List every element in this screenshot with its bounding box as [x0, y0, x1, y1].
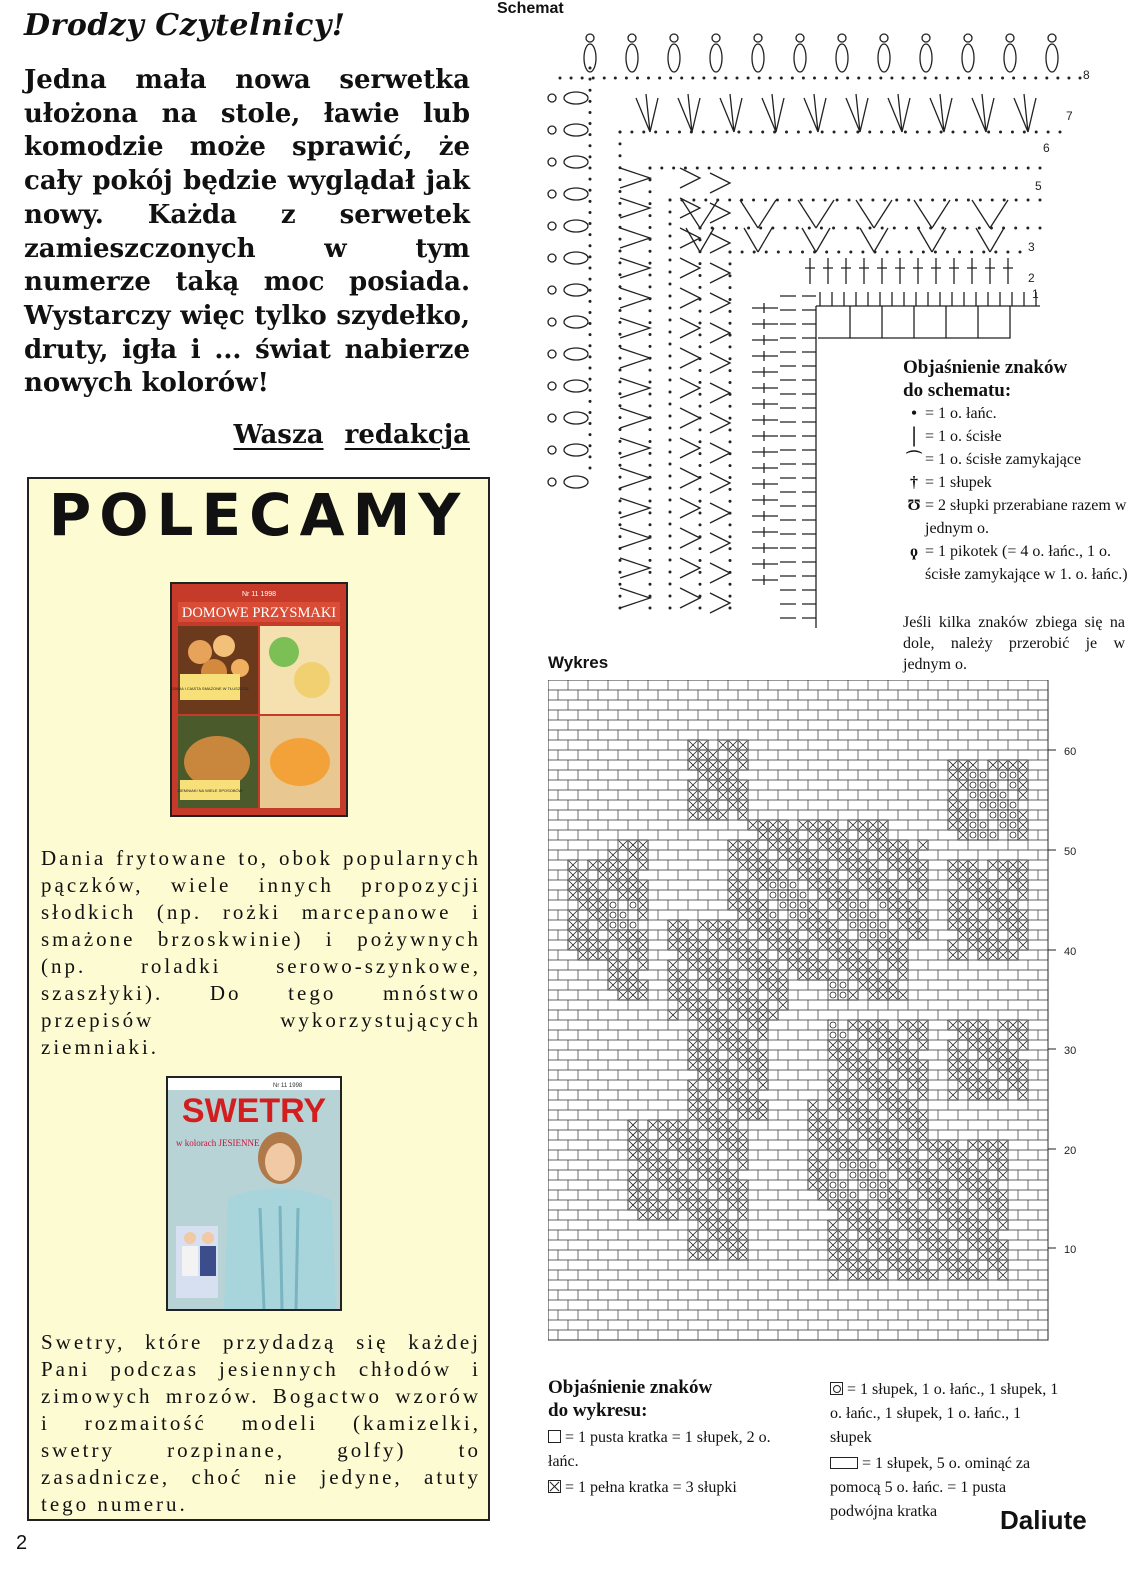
legend-text: = 2 słupki przerabiane razem w jednym o.: [925, 497, 1127, 537]
bar-icon: |: [911, 422, 917, 447]
legend-ring-square: [830, 1378, 1062, 1450]
legend-text: = 1 pikotek (= 4 o. łańc., 1 o. ścisłe zamykające w 1. o. łańc.): [925, 543, 1128, 583]
row-number-5: 5: [1035, 179, 1042, 193]
ring-square-icon: [830, 1382, 843, 1395]
recommend-box: [27, 477, 490, 1521]
cover2-issue: Nr 11 1998: [273, 1083, 303, 1089]
grid-number-10: 10: [1064, 1244, 1077, 1256]
editorial-signature: [200, 420, 470, 450]
row-number-7: 7: [1066, 109, 1073, 123]
scheme-legend: [903, 356, 1128, 586]
legend-slip-stitch: [903, 448, 1128, 471]
cover2-title: SWETRY: [181, 1092, 327, 1130]
legend-empty-square: [548, 1426, 783, 1474]
legend-full-square: [548, 1476, 783, 1500]
crossed-square-icon: [548, 1480, 561, 1493]
legend-two-together: [903, 494, 1128, 540]
legend-double-text: = 1 słupek, 5 o. ominąć za pomocą 5 o. łańc. = 1 pusta podwójna kratka: [830, 1455, 1031, 1520]
cover1-badge-2: ZIEMNIAKI NA WIELE SPOSOBÓW: [177, 788, 243, 793]
intro-paragraph: Jedna mała nowa serwetka ułożona na stole, ławie lub komodzie może sprawić, że cały pokój będzie wyglądał jak nowy. Każda z serwetek zamieszczonych w tym numerze taką moc posiada. Wystarczy więc tylko szydełko, druty, igła i ... świat nabierze nowych kolorów!: [24, 65, 470, 399]
grid-number-60: 60: [1064, 746, 1077, 758]
page-number: 2: [16, 1532, 28, 1554]
signature-word-2: redakcja: [344, 420, 470, 450]
recommend-title: POLECAMY: [48, 481, 469, 549]
dot-icon: •: [911, 405, 917, 422]
legend-single-crochet: [903, 422, 1128, 448]
grid-number-20: 20: [1064, 1145, 1077, 1157]
legend-picot: [903, 540, 1128, 586]
chart-label: Wykres: [548, 653, 609, 672]
cover2-subtitle: w kolorach JESIENNE: [176, 1138, 260, 1148]
scheme-legend-heading-2: do schematu:: [903, 380, 1012, 401]
cross-icon: †: [910, 474, 918, 491]
chart-legend-heading-2: do wykresu:: [548, 1400, 648, 1421]
grid-number-40: 40: [1064, 946, 1077, 958]
grid-number-30: 30: [1064, 1045, 1077, 1057]
legend-full-text: = 1 pełna kratka = 3 słupki: [565, 1479, 737, 1496]
scheme-label: Schemat: [497, 0, 564, 17]
chart-legend-right: [830, 1378, 1062, 1524]
watermark: Daliute: [1000, 1505, 1087, 1535]
grid-number-50: 50: [1064, 846, 1077, 858]
legend-text: = 1 o. ścisłe: [925, 428, 1002, 445]
filet-chart-grid: [548, 680, 1088, 1352]
scheme-note: Jeśli kilka znaków zbiega się na dole, należy przerobić je w jednym o.: [903, 614, 1125, 673]
row-number-8: 8: [1083, 68, 1090, 82]
double-stitch-icon: Ʊ: [907, 497, 921, 514]
row-number-2: 2: [1028, 271, 1035, 285]
legend-text: = 1 słupek: [925, 474, 992, 491]
signature-word-1: Wasza: [233, 420, 324, 450]
magazine-cover-swetry: [166, 1076, 342, 1311]
cover1-issue: Nr 11 1998: [241, 591, 277, 598]
legend-double-crochet: [903, 471, 1128, 494]
cover1-badge-1: DANIA I CIASTA SMAŻONE W TŁUSZCZU: [172, 686, 249, 691]
promo1-description: Dania frytowane to, obok popularnych pączków, wiele innych propozycji słodkich (np. rożki marcepanowe i smażone brzoskwinie) i pożywnych (np. roladki serowo-szynkowe, szaszłyki). Do tego mnóstwo przepisów wykorzystujących ziemniaki.: [41, 846, 481, 1059]
row-number-1: 1: [1032, 287, 1039, 301]
empty-square-icon: [548, 1430, 561, 1443]
legend-chain-stitch: [903, 402, 1128, 425]
chart-legend-heading-1: Objaśnienie znaków: [548, 1377, 713, 1398]
cover1-title: DOMOWE PRZYSMAKI: [181, 605, 337, 621]
wide-rectangle-icon: [830, 1457, 858, 1469]
legend-text: = 1 o. łańc.: [925, 405, 997, 422]
arc-icon: ⌒: [905, 451, 922, 468]
greeting-title: Drodzy Czytelnicy!: [24, 8, 346, 43]
magazine-cover-domowe-przysmaki: [170, 582, 348, 817]
promo2-description: Swetry, które przydadzą się każdej Pani podczas jesiennych chłodów i zimowych mrozów. Bogactwo wzorów i rozmaitość modeli (kamizelki, swetry rozpinane, golfy) to zasadnicze, choć nie jedyne, atuty tego numeru.: [41, 1330, 481, 1516]
row-number-3: 3: [1028, 240, 1035, 254]
chart-legend-heading: [548, 1376, 798, 1422]
legend-text: = 1 o. ścisłe zamykające: [925, 451, 1082, 468]
legend-empty-text: = 1 pusta kratka = 1 słupek, 2 o. łańc.: [548, 1429, 771, 1470]
picot-icon: ϙ: [910, 543, 918, 560]
legend-ring-text: = 1 słupek, 1 o. łańc., 1 słupek, 1 o. łańc., 1 słupek, 1 o. łańc., 1 słupek: [830, 1381, 1059, 1446]
scheme-legend-heading-1: Objaśnienie znaków: [903, 357, 1068, 378]
row-number-6: 6: [1043, 141, 1050, 155]
chart-legend-left: [548, 1426, 783, 1500]
